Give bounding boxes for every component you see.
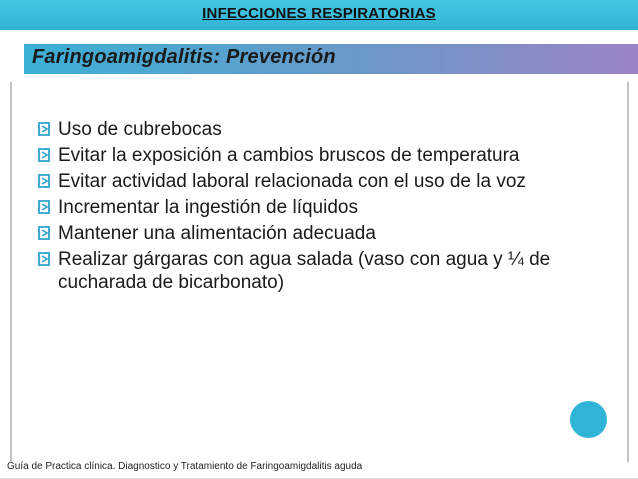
left-border-line (10, 82, 12, 462)
bullet-text: Evitar la exposición a cambios bruscos de temperatura (58, 145, 520, 166)
footer-citation: Guía de Practica clínica. Diagnostico y Tratamiento de Faringoamigdalitis aguda (7, 461, 363, 472)
list-item (36, 222, 556, 245)
header-title-text: INFECCIONES RESPIRATORIAS (202, 5, 436, 22)
bullet-icon (36, 121, 52, 137)
decorative-circle (570, 401, 607, 438)
bullet-list (36, 118, 556, 297)
bullet-icon (36, 173, 52, 189)
list-item (36, 118, 556, 141)
bullet-text: Realizar gárgaras con agua salada (vaso con agua y ¼ de cucharada de bicarbonato) (58, 249, 551, 293)
slide-header-title (0, 5, 638, 22)
bullet-icon (36, 251, 52, 267)
list-item (36, 248, 556, 294)
list-item (36, 170, 556, 193)
bullet-text: Mantener una alimentación adecuada (58, 223, 376, 244)
bullet-text: Uso de cubrebocas (58, 119, 222, 140)
list-item (36, 196, 556, 219)
bullet-icon (36, 199, 52, 215)
bullet-text: Incrementar la ingestión de líquidos (58, 197, 358, 218)
bullet-text: Evitar actividad laboral relacionada con el uso de la voz (58, 171, 526, 192)
list-item (36, 144, 556, 167)
bullet-icon (36, 225, 52, 241)
slide-subtitle: Faringoamigdalitis: Prevención (32, 46, 336, 68)
bullet-icon (36, 147, 52, 163)
right-border-line (627, 82, 629, 462)
